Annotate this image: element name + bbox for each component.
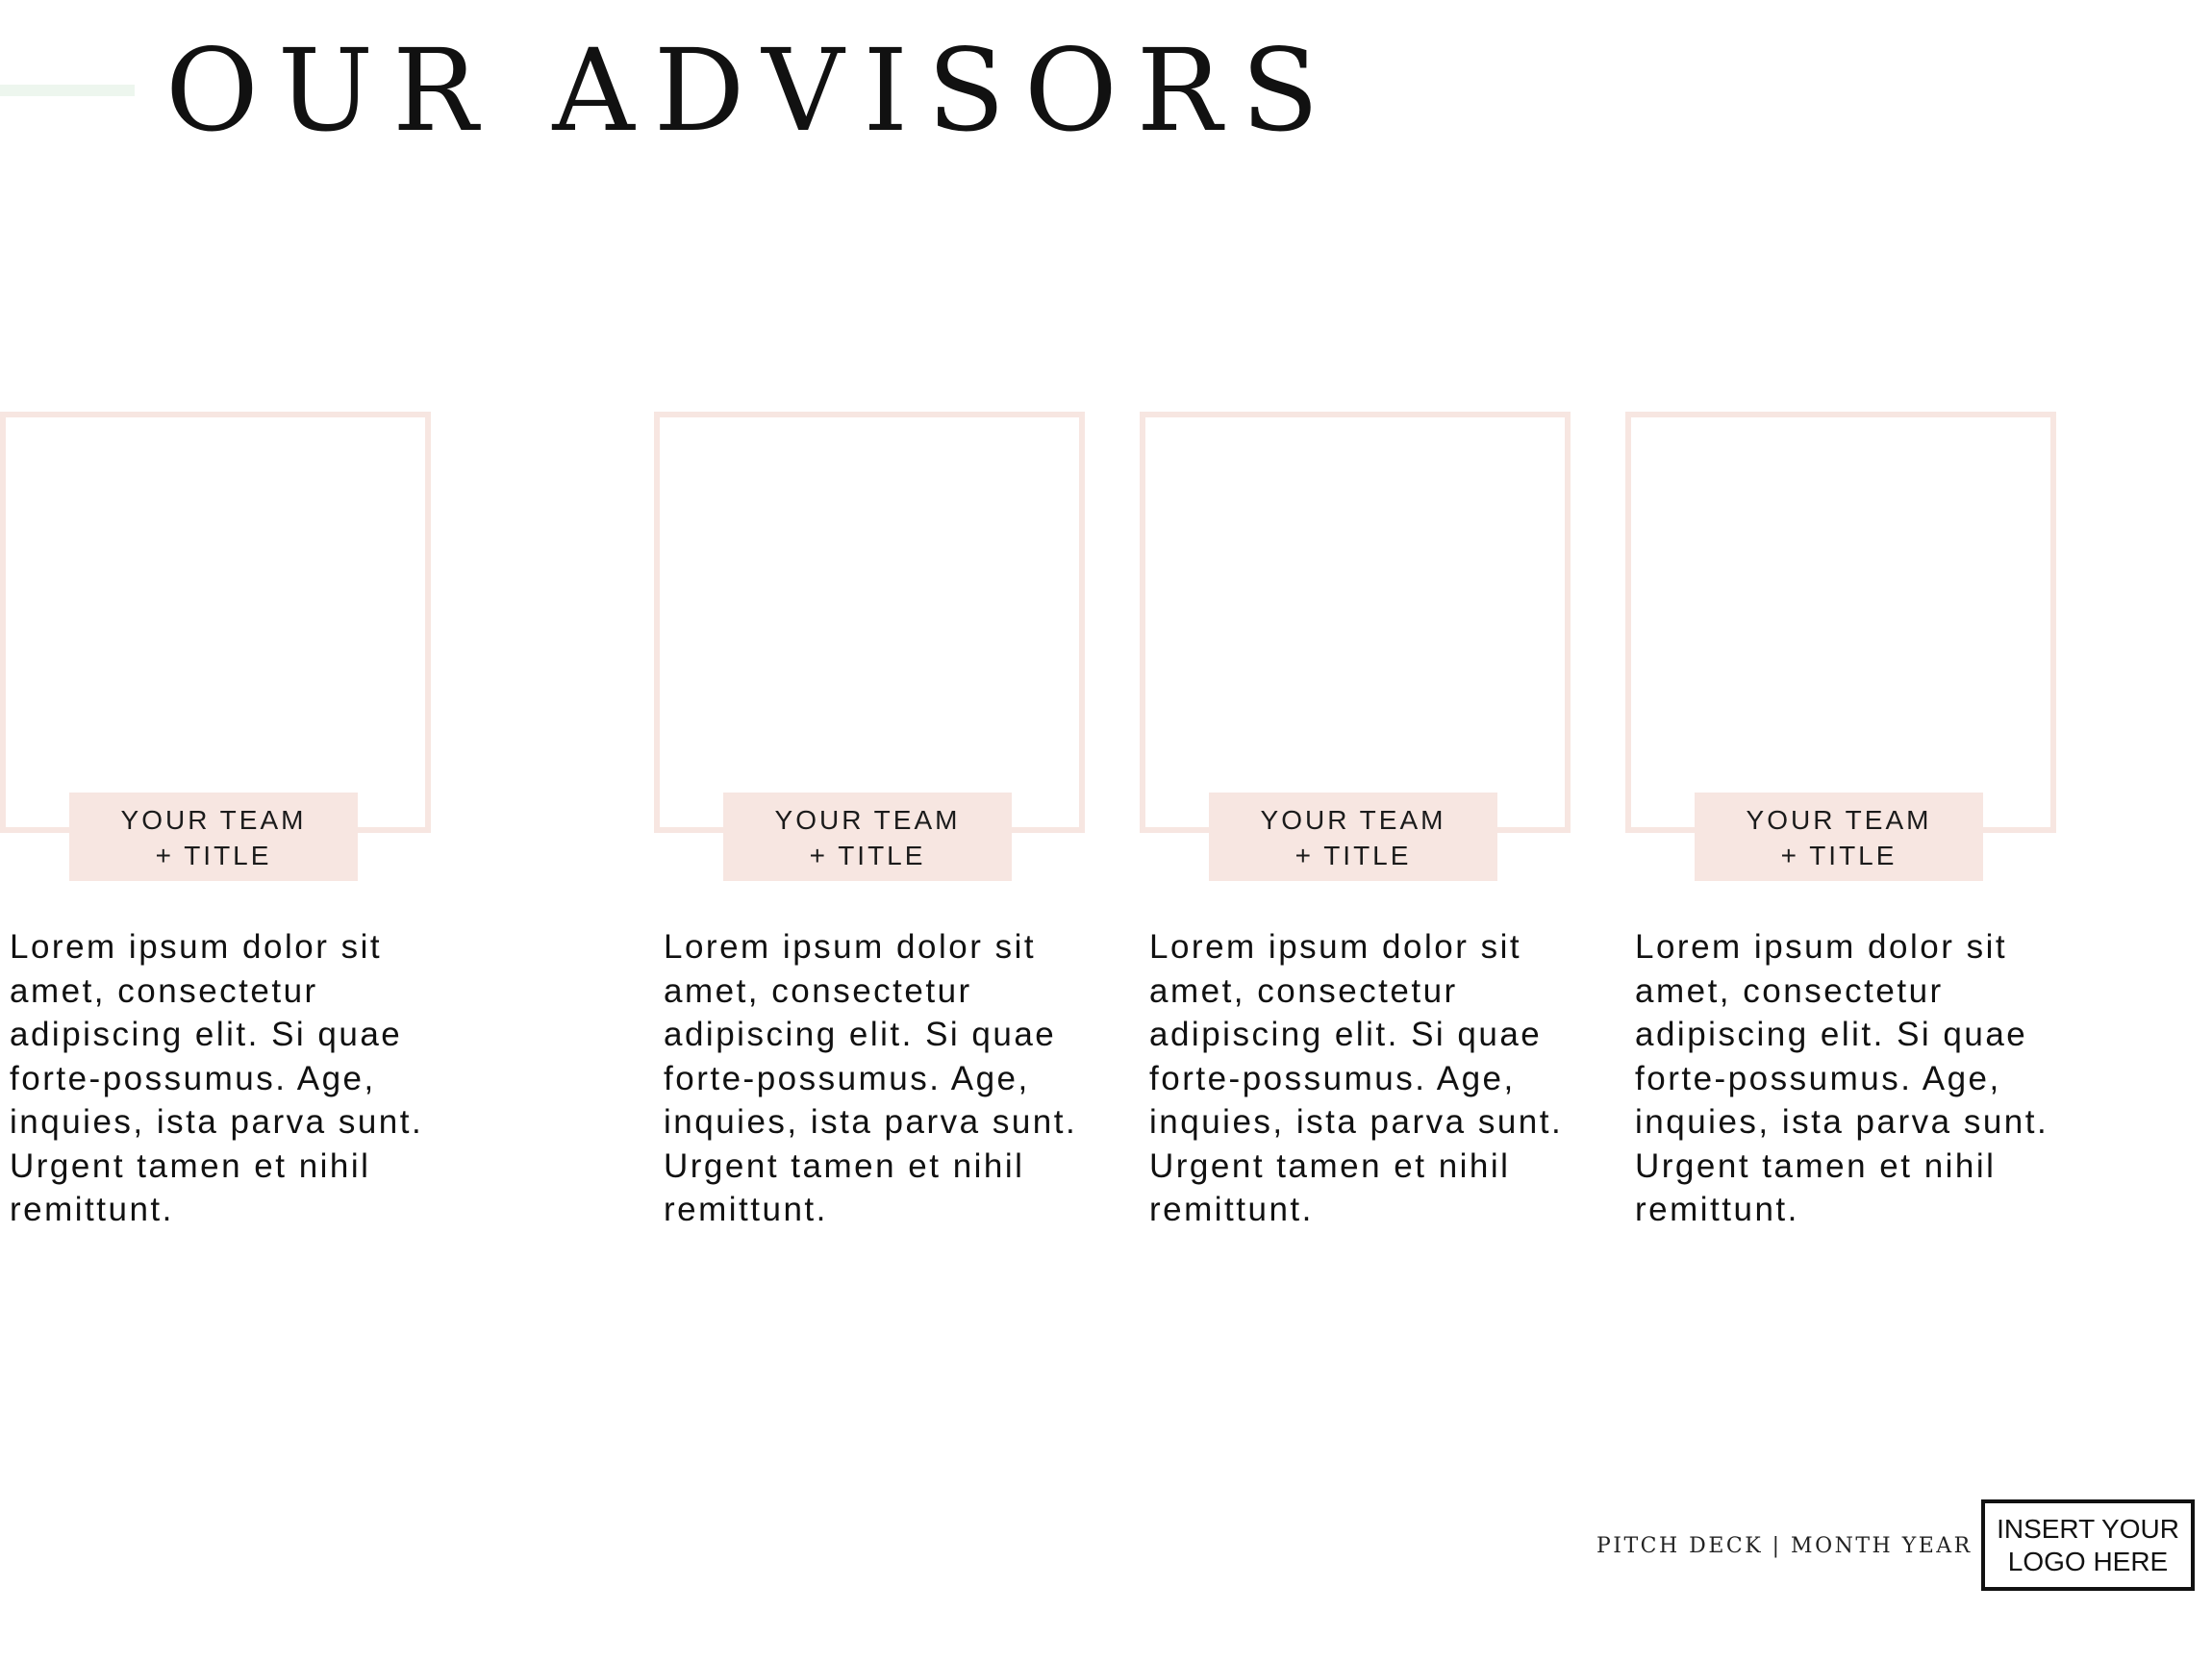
advisor-name: YOUR TEAM [120, 805, 307, 835]
photo-placeholder[interactable] [1625, 412, 2056, 833]
accent-line [0, 85, 135, 96]
footer-deck-label: PITCH DECK | MONTH YEAR [1596, 1534, 1973, 1558]
advisor-name-tag [1209, 793, 1497, 881]
advisor-title: + TITLE [809, 841, 926, 870]
page-title: OUR ADVISORS [165, 24, 1339, 157]
advisor-card [0, 412, 431, 1232]
advisor-name: YOUR TEAM [1746, 805, 1932, 835]
advisor-bio: Lorem ipsum dolor sit amet, consectetur adipiscing elit. Si quae forte-possumus. Age, inquies, ista parva sunt. Urgent tamen et nihil remittunt. [1635, 928, 2049, 1228]
advisor-bio: Lorem ipsum dolor sit amet, consectetur adipiscing elit. Si quae forte-possumus. Age, inquies, ista parva sunt. Urgent tamen et nihil remittunt. [10, 928, 424, 1228]
photo-placeholder[interactable] [1140, 412, 1571, 833]
advisor-name: YOUR TEAM [1260, 805, 1446, 835]
advisor-name-tag [723, 793, 1012, 881]
advisor-name: YOUR TEAM [774, 805, 961, 835]
advisor-bio: Lorem ipsum dolor sit amet, consectetur adipiscing elit. Si quae forte-possumus. Age, inquies, ista parva sunt. Urgent tamen et nihil remittunt. [1149, 928, 1564, 1228]
advisor-title: + TITLE [155, 841, 272, 870]
advisor-card [1625, 412, 2056, 1232]
advisor-bio: Lorem ipsum dolor sit amet, consectetur adipiscing elit. Si quae forte-possumus. Age, inquies, ista parva sunt. Urgent tamen et nihil remittunt. [664, 928, 1078, 1228]
logo-placeholder-line2: LOGO HERE [2007, 1547, 2169, 1576]
logo-placeholder[interactable] [1981, 1499, 2195, 1591]
advisor-name-tag [1695, 793, 1983, 881]
advisor-name-tag [69, 793, 358, 881]
advisor-card [1140, 412, 1571, 1232]
photo-placeholder[interactable] [0, 412, 431, 833]
advisor-title: + TITLE [1780, 841, 1898, 870]
advisor-title: + TITLE [1295, 841, 1412, 870]
photo-placeholder[interactable] [654, 412, 1085, 833]
logo-placeholder-line1: INSERT YOUR [1997, 1514, 2179, 1544]
advisor-card [654, 412, 1085, 1232]
